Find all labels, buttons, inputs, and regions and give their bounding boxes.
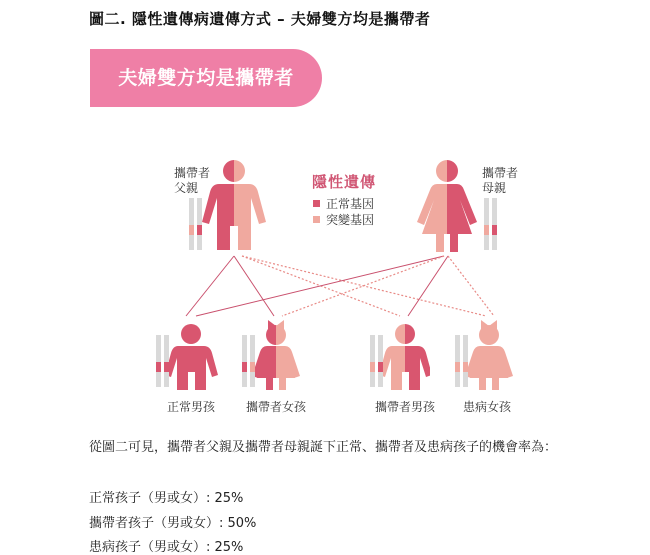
mother-label-line2: 母親 <box>482 181 507 195</box>
page-title: 圖二. 隱性遺傳病遺傳方式 – 夫婦雙方均是攜帶者 <box>89 10 431 28</box>
legend-normal-gene-label: 正常基因 <box>326 197 375 211</box>
normal-boy-figure <box>165 324 218 390</box>
child-label-carrier-girl: 攜帶者女孩 <box>246 400 307 414</box>
probability-affected: 患病孩子（男或女）: 25% <box>89 540 244 555</box>
intro-text: 從圖二可見，攜帶者父親及攜帶者母親誕下正常、攜帶者及患病孩子的機會率為： <box>89 440 558 455</box>
affected-girl-chromosomes <box>455 335 468 387</box>
legend-normal-gene <box>313 195 374 212</box>
carrier-girl-figure <box>252 320 300 390</box>
child-label-affected-girl: 患病女孩 <box>463 400 512 414</box>
mother-to-affected-girl-line <box>448 256 494 316</box>
probability-normal: 正常孩子（男或女）: 25% <box>89 491 244 506</box>
affected-girl-figure <box>465 320 513 390</box>
mother-chromosomes <box>484 198 497 250</box>
father-chromosomes <box>189 198 202 250</box>
mother-to-normal-boy-line <box>196 256 444 316</box>
father-to-carrier-girl-line <box>234 256 274 316</box>
normal-gene-swatch <box>313 200 320 207</box>
father-label-line1: 攜帶者 <box>174 166 211 180</box>
father-to-normal-boy-line <box>186 256 234 316</box>
probability-carrier: 攜帶者孩子（男或女）: 50% <box>89 516 257 531</box>
father-connection-lines <box>186 256 486 316</box>
carrier-boy-figure <box>379 324 432 390</box>
child-label-carrier-boy: 攜帶者男孩 <box>375 400 436 414</box>
legend-mutant-gene <box>313 211 374 228</box>
normal-boy-chromosomes <box>156 335 169 387</box>
child-label-normal-boy: 正常男孩 <box>167 400 216 414</box>
father-figure <box>202 160 266 250</box>
legend-mutant-gene-label: 突變基因 <box>326 213 375 227</box>
banner-text: 夫婦雙方均是攜帶者 <box>118 67 294 89</box>
legend-title: 隱性遺傳 <box>312 173 377 191</box>
mother-label-line1: 攜帶者 <box>482 166 519 180</box>
father-label-line2: 父親 <box>174 181 199 195</box>
mutant-gene-swatch <box>313 216 320 223</box>
carrier-boy-chromosomes <box>370 335 383 387</box>
carrier-girl-chromosomes <box>242 335 255 387</box>
mother-figure <box>417 160 477 252</box>
mother-to-carrier-boy-line <box>408 256 448 316</box>
